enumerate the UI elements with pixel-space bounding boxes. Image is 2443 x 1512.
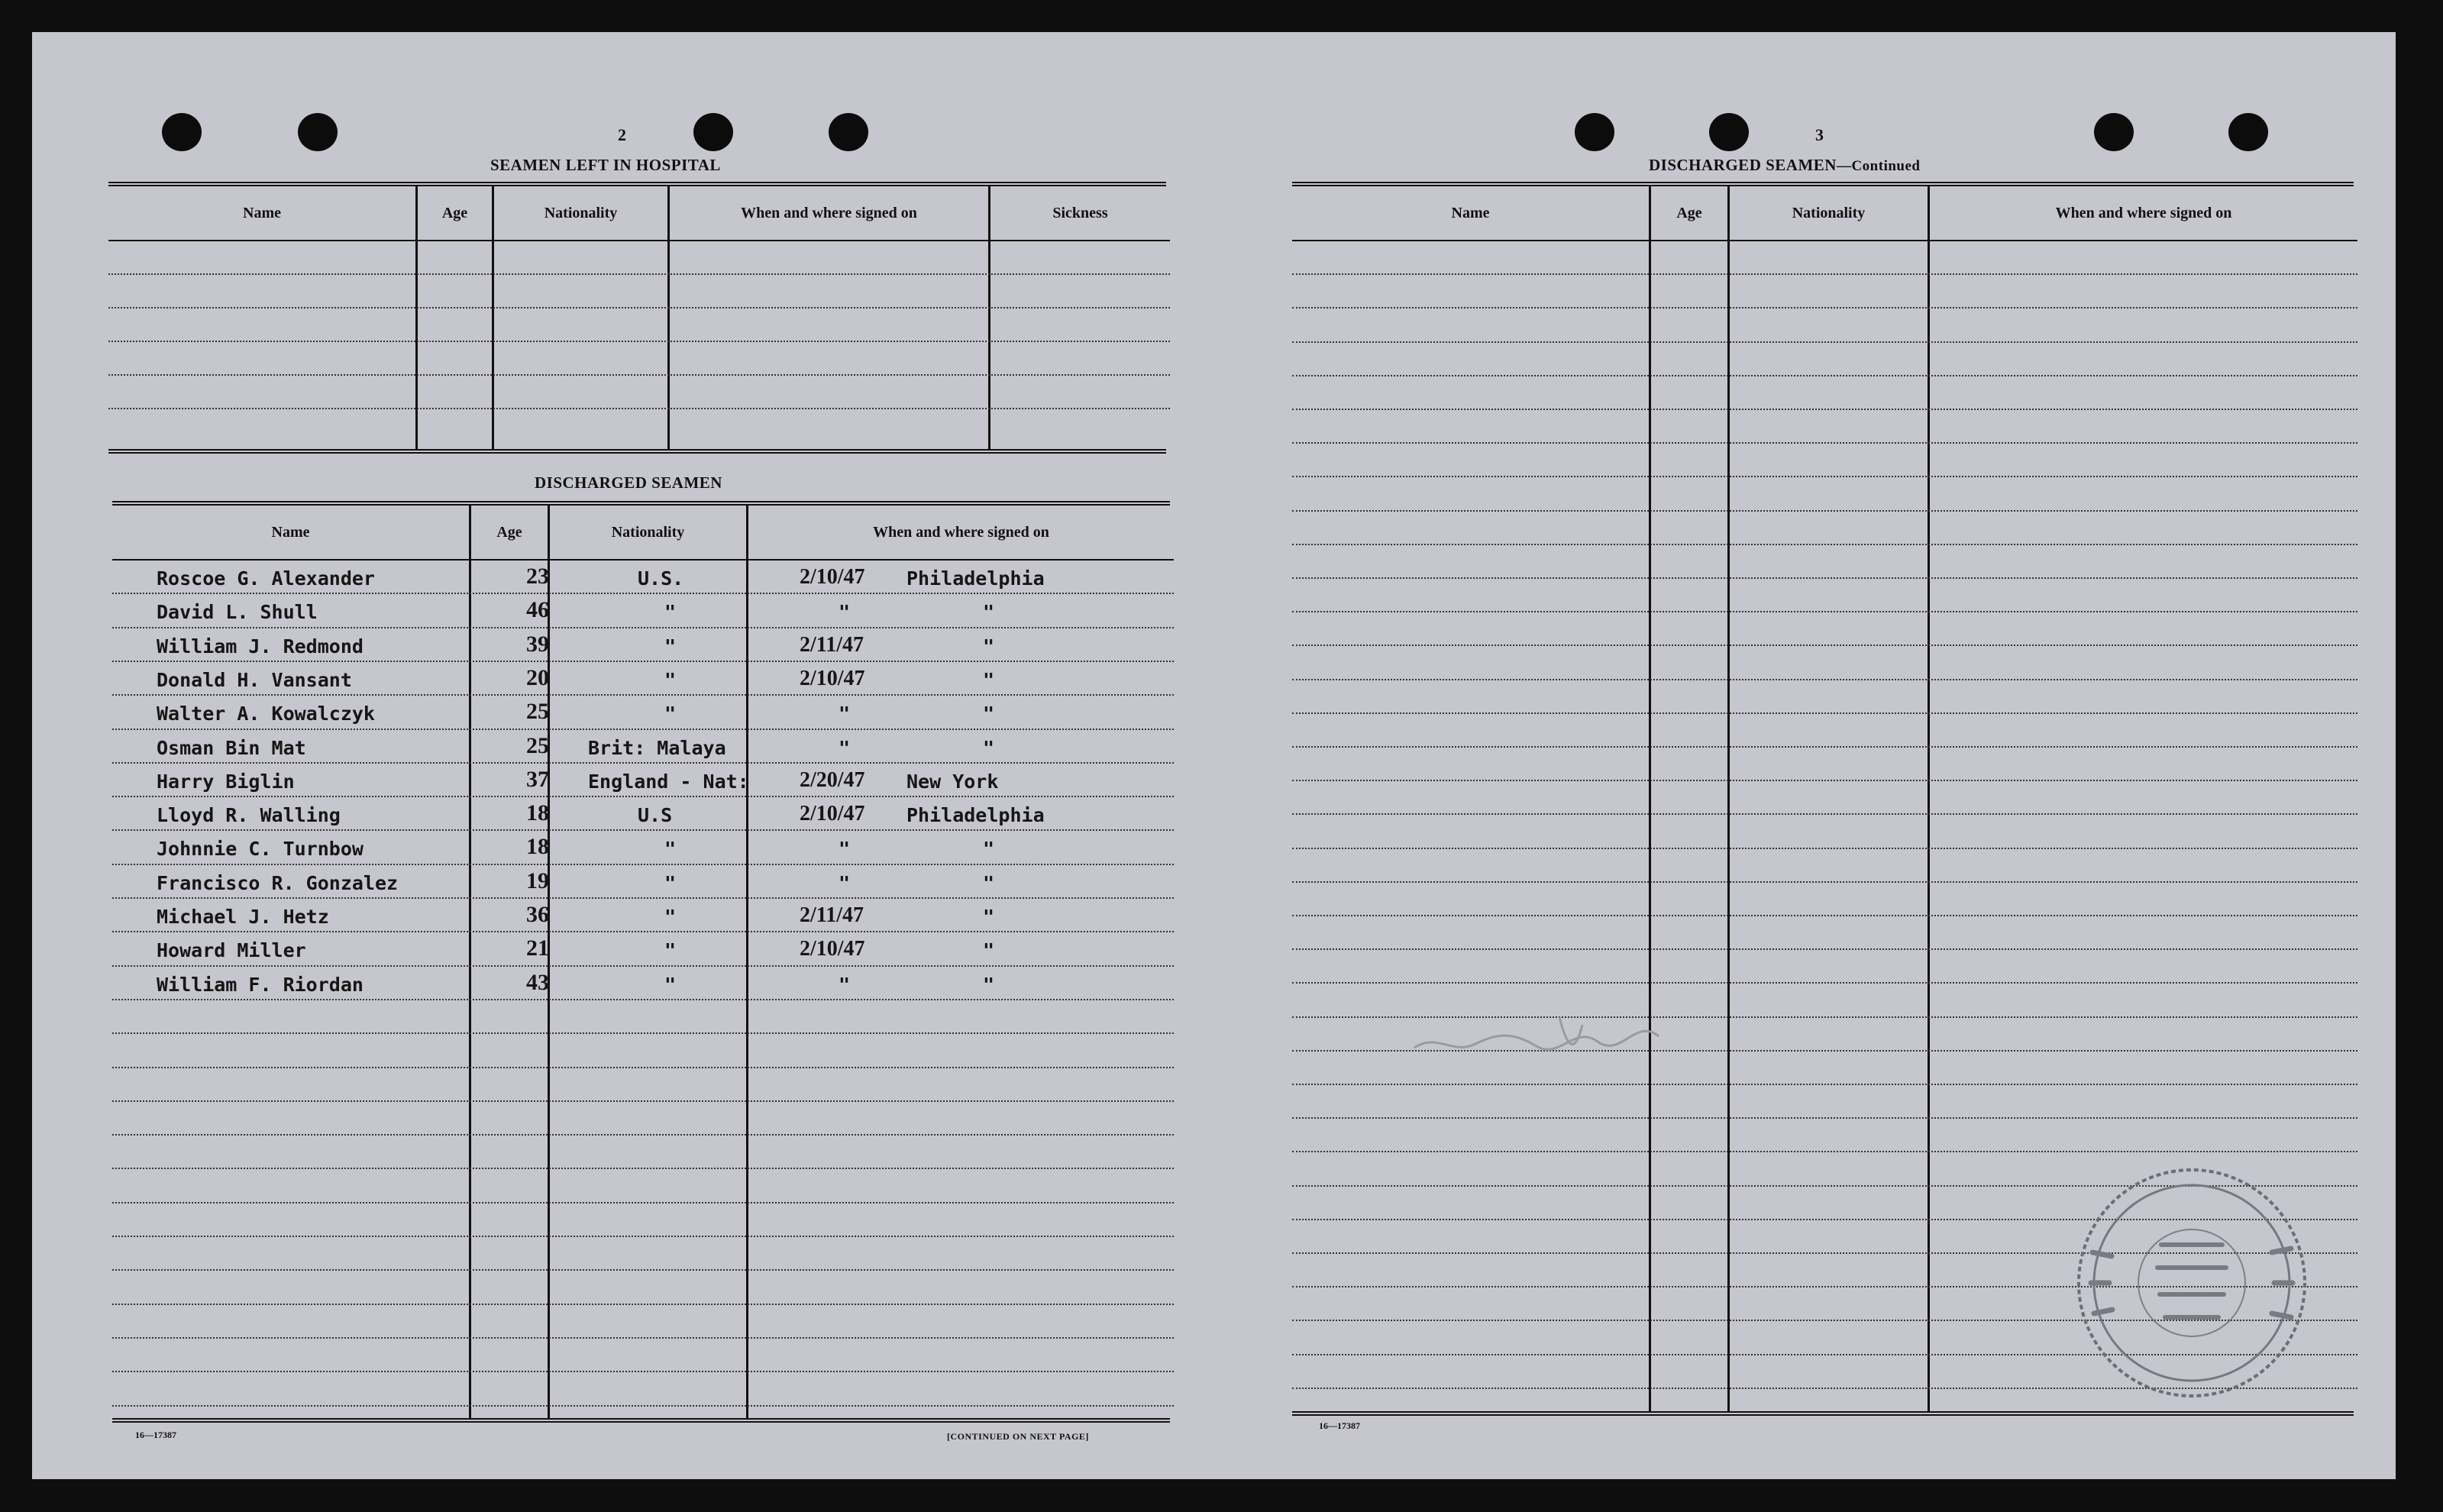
- signed-on-date: 2/11/47: [800, 903, 864, 927]
- seaman-name: David L. Shull: [157, 601, 318, 624]
- table-row: [112, 762, 1174, 796]
- signed-on-date: ": [839, 601, 851, 624]
- ruled-line: [1292, 915, 2357, 916]
- seaman-nationality: England - Nat:: [588, 770, 749, 793]
- column-divider: [1727, 240, 1730, 1412]
- seaman-nationality: Brit: Malaya: [588, 736, 726, 759]
- seaman-nationality: ": [664, 635, 677, 657]
- ruled-line: [1292, 409, 2357, 410]
- ruled-line: [1292, 982, 2357, 984]
- header-nationality: Nationality: [494, 186, 670, 240]
- ruled-line: [112, 1100, 1174, 1102]
- ruled-line: [112, 1371, 1174, 1372]
- ruled-line: [1292, 645, 2357, 646]
- table-row: [112, 729, 1174, 762]
- signed-on-place: ": [983, 871, 995, 894]
- ruled-line: [1292, 442, 2357, 444]
- table-row: [112, 965, 1174, 999]
- seaman-name: William J. Redmond: [157, 635, 364, 657]
- ruled-line: [1292, 1117, 2357, 1119]
- seaman-nationality: ": [664, 906, 677, 928]
- ruled-line: [1292, 1151, 2357, 1152]
- seaman-nationality: ": [664, 668, 677, 691]
- ruled-line: [112, 931, 1174, 932]
- seaman-name: William F. Riordan: [157, 973, 364, 996]
- ruled-line: [112, 1134, 1174, 1136]
- column-divider: [415, 240, 418, 450]
- seaman-nationality: ": [664, 939, 677, 962]
- discharged-bottom-rule: [112, 1418, 1170, 1423]
- seaman-name: Francisco R. Gonzalez: [157, 871, 399, 894]
- ruled-line: [112, 694, 1174, 696]
- signed-on-place: Philadelphia: [906, 804, 1045, 827]
- seaman-age: 25: [526, 699, 549, 725]
- ruled-line: [112, 661, 1174, 662]
- signed-on-place: ": [983, 906, 995, 928]
- form-number: 16—17387: [135, 1430, 176, 1440]
- ruled-line: [1292, 848, 2357, 849]
- page-number: 3: [1815, 125, 1824, 144]
- ruled-line: [112, 1337, 1174, 1339]
- ruled-line: [108, 374, 1170, 376]
- punch-hole-icon: [2228, 113, 2268, 151]
- table-row: [112, 661, 1174, 694]
- ruled-line: [1292, 780, 2357, 781]
- signed-on-date: ": [839, 838, 851, 861]
- seaman-name: Harry Biglin: [157, 770, 295, 793]
- ruled-line: [1292, 307, 2357, 309]
- header-name: Name: [112, 506, 471, 559]
- continued-note: [CONTINUED ON NEXT PAGE]: [947, 1431, 1089, 1442]
- seaman-name: Osman Bin Mat: [157, 736, 306, 759]
- seaman-nationality: U.S.: [638, 567, 684, 590]
- ruled-line: [1292, 273, 2357, 275]
- seaman-age: 37: [526, 766, 549, 792]
- ruled-line: [112, 897, 1174, 899]
- ruled-line: [112, 829, 1174, 831]
- column-divider: [1649, 240, 1651, 1412]
- table-row: [112, 931, 1174, 964]
- page-number: 2: [618, 125, 626, 144]
- seaman-name: Lloyd R. Walling: [157, 804, 341, 827]
- ruled-line: [112, 762, 1174, 764]
- punch-hole-icon: [162, 113, 202, 151]
- signed-on-date: ": [839, 871, 851, 894]
- table-row: [112, 559, 1174, 593]
- seaman-nationality: ": [664, 871, 677, 894]
- circular-postmark-stamp: [2070, 1161, 2314, 1405]
- seaman-name: Howard Miller: [157, 939, 306, 962]
- signed-on-date: ": [839, 973, 851, 996]
- header-age: Age: [418, 186, 494, 240]
- seaman-age: 23: [526, 564, 549, 589]
- signed-on-date: 2/11/47: [800, 632, 864, 657]
- punch-holes: [32, 113, 2396, 114]
- signed-on-date: ": [839, 736, 851, 759]
- seaman-age: 43: [526, 969, 549, 995]
- signed-on-date: 2/10/47: [800, 802, 865, 826]
- signed-on-place: ": [983, 703, 995, 725]
- seaman-age: 36: [526, 902, 549, 927]
- ruled-line: [112, 1067, 1174, 1068]
- signed-on-place: ": [983, 736, 995, 759]
- seaman-age: 46: [526, 597, 549, 623]
- seaman-age: 18: [526, 800, 549, 826]
- right-bottom-rule: [1292, 1411, 2354, 1416]
- signed-on-place: ": [983, 668, 995, 691]
- seaman-age: 39: [526, 631, 549, 657]
- punch-hole-icon: [2094, 113, 2134, 151]
- hospital-header-row: [108, 186, 1170, 241]
- document-paper: [32, 32, 2396, 1479]
- seaman-name: Michael J. Hetz: [157, 906, 329, 928]
- punch-hole-icon: [1709, 113, 1749, 151]
- signed-on-place: ": [983, 601, 995, 624]
- table-row: [112, 627, 1174, 661]
- right-section-title: [1649, 156, 1920, 175]
- ruled-line: [1292, 611, 2357, 612]
- table-row: [112, 864, 1174, 897]
- signed-on-date: 2/10/47: [800, 937, 865, 961]
- ruled-line: [112, 796, 1174, 797]
- ruled-line: [1292, 948, 2357, 950]
- ruled-line: [112, 1202, 1174, 1203]
- signed-on-place: ": [983, 939, 995, 962]
- title-continued: —Continued: [1836, 158, 1921, 174]
- ruled-line: [1292, 1084, 2357, 1085]
- ruled-line: [108, 341, 1170, 342]
- seaman-nationality: ": [664, 838, 677, 861]
- ruled-line: [112, 627, 1174, 628]
- table-row: [112, 829, 1174, 863]
- seaman-nationality: ": [664, 601, 677, 624]
- discharged-section-title: DISCHARGED SEAMEN: [535, 473, 722, 492]
- header-name: Name: [1292, 186, 1651, 240]
- ruled-line: [112, 864, 1174, 865]
- ruled-line: [1292, 746, 2357, 748]
- ruled-line: [1292, 476, 2357, 477]
- punch-hole-icon: [1575, 113, 1614, 151]
- ruled-line: [112, 1236, 1174, 1237]
- seaman-name: Donald H. Vansant: [157, 668, 352, 691]
- title-main: DISCHARGED SEAMEN: [1649, 156, 1837, 174]
- signed-on-place: Philadelphia: [906, 567, 1045, 590]
- ruled-line: [1292, 577, 2357, 579]
- table-row: [112, 796, 1174, 829]
- punch-hole-icon: [829, 113, 868, 151]
- header-signed-on: When and where signed on: [873, 523, 1049, 541]
- seaman-nationality: ": [664, 703, 677, 725]
- signed-on-place: ": [983, 635, 995, 657]
- seaman-age: 25: [526, 732, 549, 758]
- ruled-line: [112, 1032, 1174, 1034]
- ruled-line: [1292, 341, 2357, 343]
- ruled-line: [1292, 544, 2357, 545]
- ruled-line: [112, 999, 1174, 1000]
- column-divider: [667, 240, 670, 450]
- table-row: [112, 694, 1174, 728]
- signed-on-date: 2/10/47: [800, 666, 865, 690]
- header-nationality: Nationality: [1730, 186, 1930, 240]
- header-sickness: Sickness: [1052, 204, 1108, 221]
- seaman-nationality: ": [664, 973, 677, 996]
- hospital-bottom-rule: [108, 449, 1166, 454]
- seaman-nationality: U.S: [638, 804, 673, 827]
- signed-on-date: 2/20/47: [800, 767, 865, 792]
- signed-on-date: 2/10/47: [800, 565, 865, 589]
- table-row: [112, 593, 1174, 626]
- seaman-age: 18: [526, 834, 549, 860]
- ruled-line: [1292, 679, 2357, 680]
- signed-on-place: ": [983, 973, 995, 996]
- header-signed-on: When and where signed on: [670, 186, 990, 240]
- ruled-line: [112, 729, 1174, 730]
- form-number: 16—17387: [1319, 1420, 1360, 1431]
- seaman-age: 20: [526, 664, 549, 690]
- column-divider: [988, 240, 990, 450]
- ruled-line: [108, 408, 1170, 409]
- right-header-row: [1292, 186, 2357, 241]
- ruled-line: [1292, 881, 2357, 883]
- ruled-line: [112, 1168, 1174, 1169]
- column-divider: [1928, 240, 1930, 1412]
- ruled-line: [1292, 375, 2357, 376]
- punch-hole-icon: [298, 113, 338, 151]
- seaman-name: Roscoe G. Alexander: [157, 567, 375, 590]
- punch-hole-icon: [693, 113, 733, 151]
- column-divider: [492, 240, 494, 450]
- table-row: [112, 897, 1174, 931]
- ruled-line: [108, 307, 1170, 309]
- header-signed-on: When and where signed on: [2055, 204, 2232, 221]
- ruled-line: [112, 965, 1174, 967]
- header-nationality: Nationality: [550, 506, 748, 559]
- ruled-line: [112, 1269, 1174, 1271]
- ruled-line: [1292, 712, 2357, 714]
- signed-on-place: ": [983, 838, 995, 861]
- seaman-name: Walter A. Kowalczyk: [157, 703, 375, 725]
- signed-on-place: New York: [906, 770, 999, 793]
- seaman-age: 19: [526, 867, 549, 893]
- header-age: Age: [471, 506, 550, 559]
- signed-on-date: ": [839, 703, 851, 725]
- header-name: Name: [108, 186, 418, 240]
- ruled-line: [112, 593, 1174, 594]
- hospital-section-title: SEAMEN LEFT IN HOSPITAL: [490, 156, 721, 174]
- header-age: Age: [1651, 186, 1730, 240]
- faint-signature: [1407, 1002, 1682, 1071]
- ruled-line: [108, 273, 1170, 275]
- discharged-header-row: [112, 506, 1174, 561]
- seaman-age: 21: [526, 935, 549, 961]
- ruled-line: [112, 1304, 1174, 1305]
- ruled-line: [1292, 510, 2357, 512]
- ruled-line: [112, 1405, 1174, 1407]
- ruled-line: [1292, 813, 2357, 815]
- seaman-name: Johnnie C. Turnbow: [157, 838, 364, 861]
